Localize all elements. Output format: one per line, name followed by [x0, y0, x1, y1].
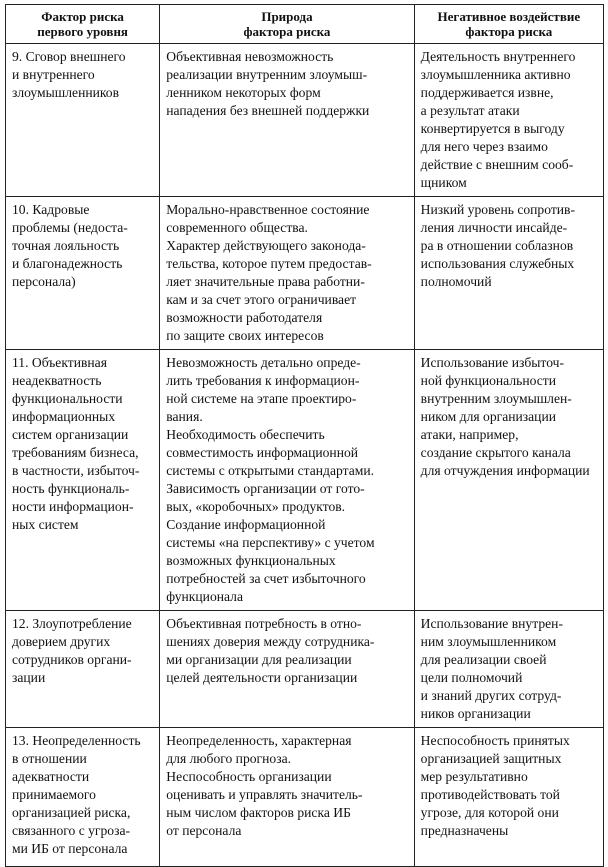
header-first-level-factor [6, 5, 160, 44]
cell-line: ра в отношении соблазнов [420, 238, 574, 253]
cell-line: противодействовать той [420, 787, 560, 802]
cell-nature [160, 197, 414, 350]
cell-line: ним злоумышленником [420, 634, 557, 649]
cell-line: потребностей за счет избыточного [166, 571, 366, 586]
cell-line: ником для организации [420, 409, 557, 424]
cell-line: кам и за счет этого ограничивает [166, 292, 357, 307]
header-line: первого уровня [37, 24, 128, 39]
cell-line: злоумышленника активно [420, 67, 571, 82]
cell-line: неадекватность [12, 373, 102, 388]
cell-line: системы с открытыми стандартами. [166, 463, 375, 478]
cell-line: Деятельность внутреннего [420, 49, 576, 64]
cell-line: 11. Объективная [12, 355, 107, 370]
cell-line: ных систем [12, 517, 79, 532]
cell-line: организацией защитных [420, 751, 562, 766]
cell-impact [414, 197, 603, 350]
cell-line: организацией риска, [12, 805, 131, 820]
cell-line: Неспособность принятых [420, 733, 570, 748]
table-row [6, 728, 604, 867]
cell-line: от персонала [166, 823, 242, 838]
table-row [6, 44, 604, 197]
cell-line: Необходимость обеспечить [166, 427, 325, 442]
cell-line: лить требования к информацион- [166, 373, 360, 388]
cell-line: информационных [12, 409, 116, 424]
cell-line: Морально-нравственное состояние [166, 202, 370, 217]
table-row [6, 611, 604, 728]
cell-line: современного общества. [166, 220, 308, 235]
header-line: Негативное воздействие [437, 9, 581, 24]
cell-line: Зависимость организации от гото- [166, 481, 365, 496]
header-line: фактора риска [465, 24, 553, 39]
cell-line: требованиям бизнеса, [12, 445, 139, 460]
cell-line: функционала [166, 589, 243, 604]
cell-line: точная лояльность [12, 238, 120, 253]
cell-line: цели полномочий [420, 670, 523, 685]
cell-line: атаки, например, [420, 427, 519, 442]
cell-line: действие с внешним сооб- [420, 157, 574, 172]
cell-line: ность функциональ- [12, 481, 130, 496]
cell-impact [414, 350, 603, 611]
cell-line: совместимость информационной [166, 445, 359, 460]
cell-line: системы «на перспективу» с учетом [166, 535, 375, 550]
cell-line: для отчуждения информации [420, 463, 590, 478]
cell-line: и внутреннего [12, 67, 95, 82]
cell-line: создание скрытого канала [420, 445, 571, 460]
cell-line: 9. Сговор внешнего [12, 49, 126, 64]
cell-line: щником [420, 175, 467, 190]
cell-line: ным числом факторов риска ИБ [166, 805, 351, 820]
cell-line: ников организации [420, 706, 531, 721]
cell-line: Невозможность детально опреде- [166, 355, 361, 370]
cell-line: тельства, которое путем предостав- [166, 256, 372, 271]
cell-line: в частности, избыточ- [12, 463, 140, 478]
cell-line: Объективная потребность в отно- [166, 616, 362, 631]
cell-line: мер результативно [420, 769, 528, 784]
cell-line: Неопределенность, характерная [166, 733, 352, 748]
cell-line: для него через взаимо [420, 139, 548, 154]
cell-line: персонала) [12, 274, 76, 289]
cell-impact [414, 611, 603, 728]
cell-line: Объективная невозможность [166, 49, 334, 64]
cell-line: оценивать и управлять значитель- [166, 787, 363, 802]
cell-line: Характер действующего законода- [166, 238, 366, 253]
cell-impact [414, 728, 603, 867]
table-row [6, 197, 604, 350]
cell-factor [6, 350, 160, 611]
cell-impact [414, 44, 603, 197]
cell-line: злоумышленников [12, 85, 120, 100]
cell-line: Использование внутрен- [420, 616, 563, 631]
cell-line: вых, «коробочных» продуктов. [166, 499, 346, 514]
cell-line: для любого прогноза. [166, 751, 292, 766]
cell-line: целей деятельности организации [166, 670, 358, 685]
cell-line: ной функциональности [420, 373, 556, 388]
cell-nature [160, 350, 414, 611]
cell-line: реализации внутренним злоумыш- [166, 67, 368, 82]
cell-line: ляет значительные права работни- [166, 274, 365, 289]
cell-line: Использование избыточ- [420, 355, 565, 370]
cell-line: ми ИБ от персонала [12, 841, 128, 856]
table-row [6, 350, 604, 611]
cell-line: ленником некоторых форм [166, 85, 321, 100]
cell-line: ной системе на этапе проектиро- [166, 391, 357, 406]
cell-line: и благонадежность [12, 256, 123, 271]
cell-line: 12. Злоупотребление [12, 616, 132, 631]
cell-factor [6, 728, 160, 867]
cell-line: 13. Неопределенность [12, 733, 141, 748]
cell-line: зации [12, 670, 46, 685]
cell-line: возможности работодателя [166, 310, 323, 325]
cell-line: систем организации [12, 427, 129, 442]
cell-line: Создание информационной [166, 517, 326, 532]
cell-factor [6, 611, 160, 728]
cell-line: и знаний других сотруд- [420, 688, 562, 703]
cell-line: доверием других [12, 634, 111, 649]
cell-line: а результат атаки [420, 103, 520, 118]
cell-line: 10. Кадровые [12, 202, 90, 217]
cell-line: возможных функциональных [166, 553, 336, 568]
cell-line: полномочий [420, 274, 492, 289]
cell-line: функциональности [12, 391, 123, 406]
cell-line: сотрудников органи- [12, 652, 132, 667]
cell-nature [160, 44, 414, 197]
cell-line: шениях доверия между сотрудника- [166, 634, 375, 649]
cell-line: внутренним злоумышлен- [420, 391, 572, 406]
cell-line: адекватности [12, 769, 90, 784]
cell-line: конвертируется в выгоду [420, 121, 565, 136]
cell-line: проблемы (недоста- [12, 220, 128, 235]
table-header-row [6, 5, 604, 44]
cell-line: Неспособность организации [166, 769, 332, 784]
cell-line: угрозе, для которой они [420, 805, 559, 820]
cell-factor [6, 44, 160, 197]
cell-line: по защите своих интересов [166, 328, 324, 343]
cell-line: вания. [166, 409, 203, 424]
cell-nature [160, 611, 414, 728]
cell-line: предназначены [420, 823, 509, 838]
cell-line: для реализации своей [420, 652, 547, 667]
cell-line: нападения без внешней поддержки [166, 103, 370, 118]
cell-line: ми организации для реализации [166, 652, 352, 667]
cell-line: поддерживается извне, [420, 85, 554, 100]
cell-line: Низкий уровень сопротив- [420, 202, 576, 217]
cell-nature [160, 728, 414, 867]
cell-line: ления личности инсайде- [420, 220, 568, 235]
cell-line: принимаемого [12, 787, 96, 802]
header-negative-impact [414, 5, 603, 44]
cell-line: в отношении [12, 751, 87, 766]
header-line: Природа [261, 9, 313, 24]
risk-factors-table [5, 4, 604, 867]
header-line: фактора риска [243, 24, 331, 39]
header-risk-nature [160, 5, 414, 44]
cell-factor [6, 197, 160, 350]
cell-line: использования служебных [420, 256, 575, 271]
cell-line: связанного с угроза- [12, 823, 131, 838]
cell-line: ности информацион- [12, 499, 134, 514]
header-line: Фактор риска [41, 9, 124, 24]
